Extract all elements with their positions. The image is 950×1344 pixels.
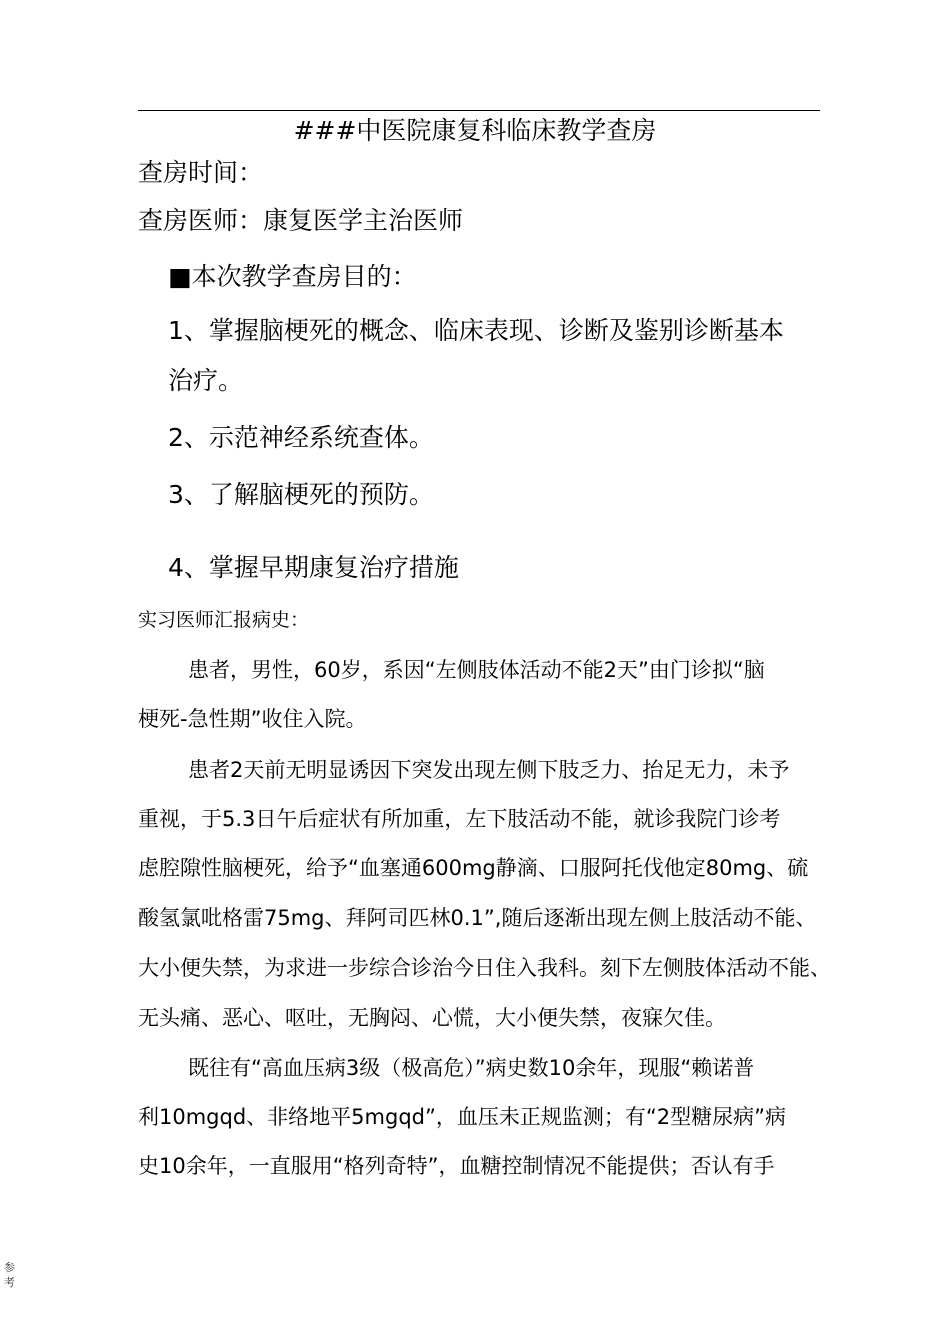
body-line: 虑腔隙性脑梗死，给予“血塞通600mg静滴、口服阿托伐他定80mg、硫 <box>138 856 809 880</box>
body-line: 梗死-急性期”收住入院。 <box>138 707 367 731</box>
footer-mark: 参考 <box>4 1261 15 1289</box>
purpose-item: 1、掌握脑梗死的概念、临床表现、诊断及鉴别诊断基本 <box>168 316 784 345</box>
purpose-item: 4、掌握早期康复治疗措施 <box>168 553 459 582</box>
round-time-label: 查房时间： <box>138 158 264 187</box>
body-line: 重视，于5.3日午后症状有所加重，左下肢活动不能，就诊我院门诊考 <box>138 807 781 831</box>
document-title: ###中医院康复科临床教学查房 <box>293 116 657 145</box>
body-line: 大小便失禁，为求进一步综合诊治今日住入我科。刻下左侧肢体活动不能、 <box>138 956 831 980</box>
round-doctor: 查房医师：康复医学主治医师 <box>138 206 464 235</box>
purpose-item: 3、了解脑梗死的预防。 <box>168 480 434 509</box>
report-heading: 实习医师汇报病史： <box>138 609 310 631</box>
body-line: 酸氢氯吡格雷75mg、拜阿司匹林0.1”,随后逐渐出现左侧上肢活动不能、 <box>138 906 817 930</box>
body-line: 无头痛、恶心、呕吐，无胸闷、心慌，大小便失禁，夜寐欠佳。 <box>138 1006 726 1030</box>
purpose-item: 2、示范神经系统查体。 <box>168 423 434 452</box>
purpose-item-continued: 治疗。 <box>168 366 244 395</box>
purpose-heading: ■本次教学查房目的： <box>168 262 417 291</box>
header-rule <box>138 110 820 111</box>
body-line: 史10余年，一直服用“格列奇特”，血糖控制情况不能提供；否认有手 <box>138 1154 775 1178</box>
body-line: 患者2天前无明显诱因下突发出现左侧下肢乏力、抬足无力，未予 <box>188 758 790 782</box>
body-line: 利10mgqd、非络地平5mgqd”，血压未正规监测；有“2型糖尿病”病 <box>138 1105 786 1129</box>
body-line: 既往有“高血压病3级（极高危）”病史数10余年，现服“赖诺普 <box>188 1056 755 1080</box>
body-line: 患者，男性，60岁，系因“左侧肢体活动不能2天”由门诊拟“脑 <box>188 658 765 682</box>
